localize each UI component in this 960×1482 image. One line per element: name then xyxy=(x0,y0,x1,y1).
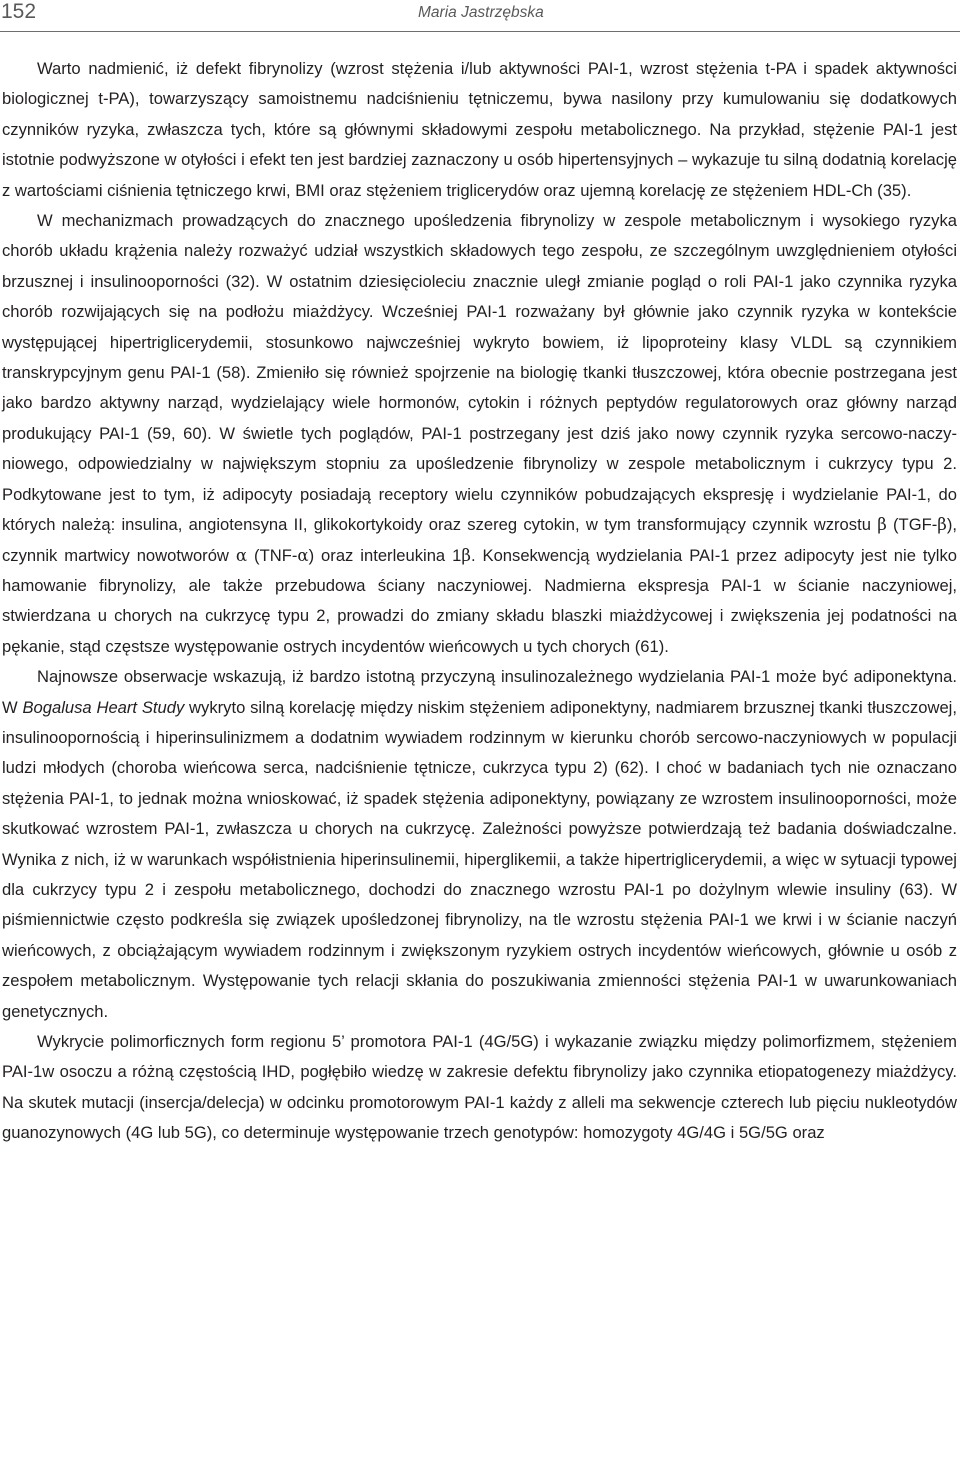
greek-beta-symbol: β xyxy=(461,545,471,565)
paragraph-fibrinolysis-defect xyxy=(2,54,957,206)
header-rule xyxy=(0,31,960,32)
article-body xyxy=(2,54,957,1149)
study-name-italic: Bogalusa Heart Study xyxy=(22,697,185,717)
paragraph-text: (TGF- xyxy=(886,515,938,535)
paragraph-text: ) oraz interleukina 1 xyxy=(308,545,462,565)
running-head-author: Maria Jastrzębska xyxy=(418,4,544,21)
greek-beta-symbol: β xyxy=(877,515,887,535)
paragraph-text: . Konsekwencją wydzielania PAI-1 przez adipocyty jest nie tylko hamowanie fibrynolizy, ale także przebudowa ściany naczyniowej. Nadmierna ekspresja PAI-1 w ścianie naczyniowej, stwierdzana u chorych na cukrzycę typu 2, prowadzi do zmiany składu blaszki miażdżycowej i zwiększenia jej podatności na pękanie, stąd częstsze występowanie ostrych incydentów wieńcowych u tych chorych (61). xyxy=(2,545,957,656)
paragraph-text: Wykrycie polimorficznych form regionu 5’ promotora PAI-1 (4G/5G) i wykazanie związku między polimorfizmem, stężeniem PAI-1w osoczu a różną częstością IHD, pogłębiło wiedzę w zakresie defektu fibrynolizy jako czynnika etiopatogenezy miażdżycy. Na skutek mutacji (insercja/delecja) w odcinku promotorowym PAI-1 każdy z alleli ma sekwencje czterech lub pięciu nukleotydów guanozynowych (4G lub 5G), co determinuje występowanie trzech genotypów: homozygoty 4G/4G i 5G/5G oraz xyxy=(2,1032,957,1143)
greek-beta-symbol: β xyxy=(937,515,947,535)
paragraph-text: wykryto silną korelację między niskim stężeniem adiponektyny, nadmiarem brzusznej tkanki tłuszczowej, insulinoopornością i hiperinsulinizmem a dodatnim wywiadem rodzinnym w kierunku chorób sercowo-naczyniowych w populacji ludzi młodych (choroba wieńcowa serca, nadciśnienie tętnicze, cukrzyca typu 2) (62). I choć w badaniach tych nie oznaczano stężenia PAI-1, to jednak można wnioskować, iż spadek stężenia adiponektyny, powiązany ze wzrostem insulinooporności, może skutkować wzrostem PAI-1, zwłaszcza u chorych na cukrzycę. Zależności powyższe potwierdzają też badania doświadczalne. Wynika z nich, iż w warunkach współistnienia hiperinsulinemii, hiperglikemii, a także hipertriglicerydemii, a więc w sytuacji typowej dla cukrzycy typu 2 i zespołu metabolicznego, dochodzi do znacznego wzrostu PAI-1 po dożylnym wlewie insuliny (63). W piśmiennictwie często podkreśla się związek upośledzonej fibrynolizy, na tle wzrostu stężenia PAI-1 we krwi i w ścianie naczyń wieńcowych, z obciążającym wywiadem rodzinnym i zwiększonym ryzykiem ostrych incydentów wieńcowych, głównie u osób z zespołem metabolicznym. Występowanie tych relacji skłania do poszukiwania zmienności stężenia PAI-1 w uwarunkowaniach genetycznych. xyxy=(2,697,957,1021)
paragraph-text: ), czynnik martwicy nowotworów xyxy=(2,515,958,565)
page-header xyxy=(0,0,960,30)
page-number: 152 xyxy=(1,0,37,23)
greek-alpha-symbol: α xyxy=(235,545,248,565)
greek-alpha-symbol: α xyxy=(297,545,309,565)
paragraph-metabolic-syndrome-mechanisms xyxy=(2,206,957,662)
paragraph-adiponectin xyxy=(2,662,957,1027)
paragraph-text: W mechanizmach prowadzących do znacznego upośledzenia fibrynolizy w zespole metabolicznym i wysokiego ryzyka chorób układu krążenia należy rozważyć udział wszystkich składowych tego zespołu, ze szczególnym uwzględnieniem otyłości brzusznej i insulinooporności (32). W ostatnim dziesięcioleciu znacznie uległ zmianie pogląd o roli PAI-1 jako czynnika ryzyka chorób rozwijających się na podłożu miażdżycy. Wcześniej PAI-1 rozważany był głównie jako czynnik ryzyka w kontekście występującej hipertriglicerydemii, stosunkowo najwcześniej wykryto bowiem, iż lipoproteiny klasy VLDL są czynnikiem transkrypcyjnym genu PAI-1 (58). Zmieniło się również spojrzenie na biologię tkanki tłuszczowej, która obecnie postrzegana jest jako bardzo aktywny narząd, wydzielający wiele hormonów, cytokin i różnych peptydów regulatorowych oraz główny narząd produkujący PAI-1 (59, 60). W świetle tych poglądów, PAI-1 postrzegany jest dziś jako nowy czynnik ryzyka sercowo-naczyniowego, odpowiedzialny w największym stopniu za upośledzenie fibrynolizy w zespole metabolicznym i cukrzycy typu 2. Podkytowane jest to tym, iż adipocyty posiadają receptory wielu czynników pobudzających ekspresję i wydzielanie PAI-1, do których należą: insulina, angiotensyna II, glikokortykoidy oraz szereg cytokin, w tym transformujący czynnik wzrostu xyxy=(2,211,957,535)
paragraph-polymorphism xyxy=(2,1027,957,1149)
paragraph-text: Najnowsze obserwacje wskazują, iż bardzo istotną przyczyną insulinozależnego wydzielania PAI-1 może być adiponektyna. W xyxy=(2,667,957,717)
paragraph-text: Warto nadmienić, iż defekt fibrynolizy (wzrost stężenia i/lub aktywności PAI-1, wzrost stężenia t-PA i spadek aktywności biologicznej t-PA), towarzyszący samoistnemu nadciśnieniu tętniczemu, bywa nasilony przy kumulowaniu się dodatkowych czynników ryzyka, zwłaszcza tych, które są głównymi składowymi zespołu metabolicznego. Na przykład, stężenie PAI-1 jest istotnie podwyższone w otyłości i efekt ten jest bardziej zaznaczony u osób hipertensyjnych – wykazuje tu silną dodatnią korelację z wartościami ciśnienia tętniczego krwi, BMI oraz stężeniem triglicerydów oraz ujemną korelację ze stężeniem HDL-Ch (35). xyxy=(2,59,957,200)
paragraph-text: (TNF- xyxy=(247,545,298,565)
